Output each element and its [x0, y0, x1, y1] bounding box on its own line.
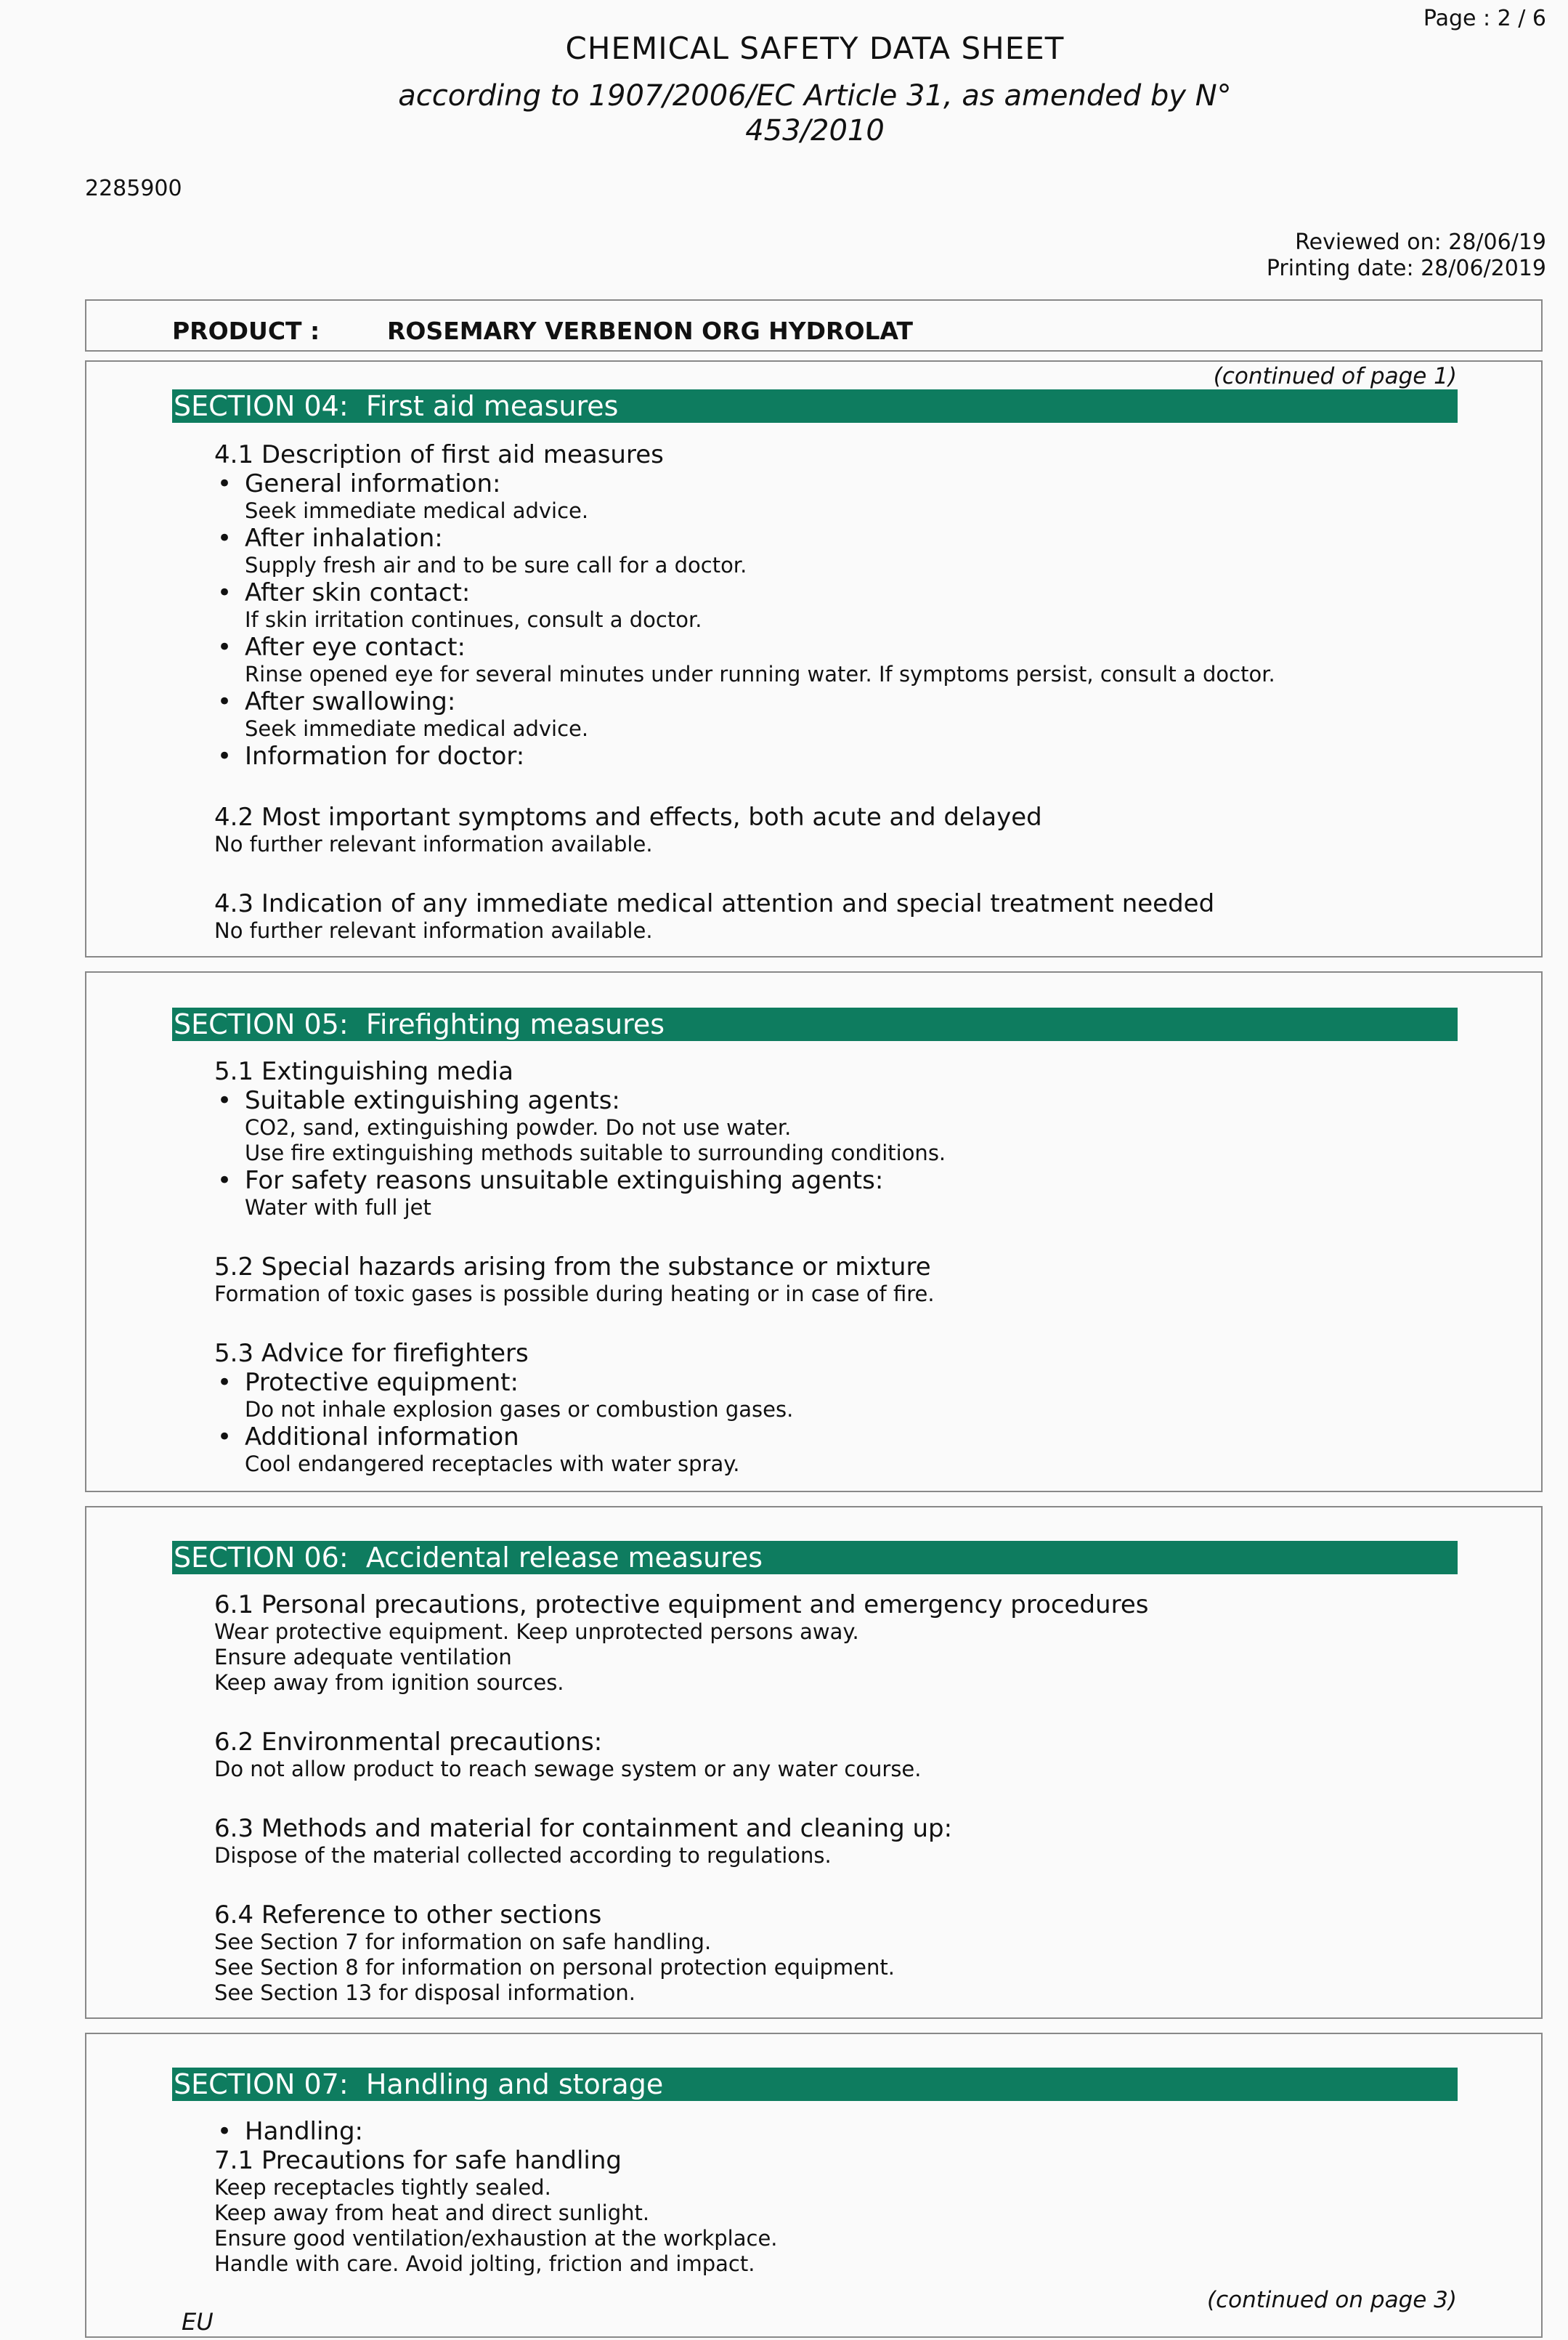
document-title: CHEMICAL SAFETY DATA SHEET [565, 31, 1065, 66]
bullet-after-swallowing: • After swallowing: [214, 687, 1512, 716]
subsection-5-1: 5.1 Extinguishing media [214, 1057, 513, 1086]
section-05-box [85, 971, 1543, 1492]
subsection-6-1-line-3: Keep away from ignition sources. [214, 1670, 564, 1695]
section-05-content [214, 1057, 1512, 1477]
subsection-4-2-text: No further relevant information available. [214, 832, 653, 857]
subsection-6-4-line-2: See Section 8 for information on personal protection equipment. [214, 1955, 895, 1980]
section-04-header: SECTION 04: First aid measures [172, 389, 1458, 423]
subtitle-line-2: 453/2010 [745, 114, 885, 147]
subsection-6-3-text: Dispose of the material collected according to regulations. [214, 1843, 832, 1868]
subsection-6-2: 6.2 Environmental precautions: [214, 1728, 603, 1757]
subsection-7-1: 7.1 Precautions for safe handling [214, 2146, 622, 2175]
printing-date: Printing date: 28/06/2019 [1266, 256, 1546, 281]
suitable-agents-line-1: CO2, sand, extinguishing powder. Do not use water. [245, 1115, 792, 1140]
section-07-header: SECTION 07: Handling and storage [172, 2068, 1458, 2101]
subsection-5-2-text: Formation of toxic gases is possible during heating or in case of fire. [214, 1282, 935, 1306]
bullet-general-info: • General information: [214, 469, 1512, 498]
subsection-7-1-line-1: Keep receptacles tightly sealed. [214, 2175, 551, 2200]
document-id: 2285900 [85, 176, 182, 201]
document-dates [1267, 230, 1546, 282]
bullet-after-inhalation: • After inhalation: [214, 524, 1512, 553]
protective-equipment-text: Do not inhale explosion gases or combustion gases. [245, 1397, 794, 1422]
bullet-info-for-doctor: • Information for doctor: [214, 742, 1512, 771]
subsection-6-3: 6.3 Methods and material for containment and cleaning up: [214, 1814, 953, 1843]
subsection-4-2: 4.2 Most important symptoms and effects, both acute and delayed [214, 803, 1042, 832]
subsection-4-3: 4.3 Indication of any immediate medical attention and special treatment needed [214, 889, 1215, 918]
section-04-content [214, 440, 1512, 944]
subsection-6-1-line-1: Wear protective equipment. Keep unprotected persons away. [214, 1619, 859, 1644]
product-row [172, 317, 913, 345]
product-name: ROSEMARY VERBENON ORG HYDROLAT [387, 317, 914, 345]
skin-contact-text: If skin irritation continues, consult a doctor. [245, 607, 702, 632]
bullet-protective-equipment: • Protective equipment: [214, 1368, 1512, 1397]
suitable-agents-line-2: Use fire extinguishing methods suitable to surrounding conditions. [245, 1141, 946, 1165]
bullet-suitable-agents: • Suitable extinguishing agents: [214, 1086, 1512, 1115]
subsection-4-3-text: No further relevant information available. [214, 918, 653, 943]
subtitle-line-1: according to 1907/2006/EC Article 31, as amended by N° [398, 79, 1232, 113]
subsection-6-1: 6.1 Personal precautions, protective equipment and emergency procedures [214, 1590, 1149, 1619]
swallowing-text: Seek immediate medical advice. [245, 716, 589, 741]
subsection-5-3: 5.3 Advice for firefighters [214, 1339, 529, 1368]
section-06-content [214, 1590, 1512, 2006]
product-box [85, 299, 1543, 352]
subsection-7-1-line-4: Handle with care. Avoid jolting, friction and impact. [214, 2251, 755, 2276]
subsection-4-1: 4.1 Description of first aid measures [214, 440, 664, 469]
section-06-box [85, 1506, 1543, 2019]
subsection-6-1-line-2: Ensure adequate ventilation [214, 1645, 512, 1669]
subsection-7-1-line-3: Ensure good ventilation/exhaustion at the workplace. [214, 2226, 778, 2251]
section-06-header: SECTION 06: Accidental release measures [172, 1541, 1458, 1574]
section-05-header: SECTION 05: Firefighting measures [172, 1008, 1458, 1041]
subsection-5-2: 5.2 Special hazards arising from the substance or mixture [214, 1252, 931, 1282]
section-07-content [214, 2117, 1512, 2277]
footer-region: EU [176, 2308, 219, 2336]
general-info-text: Seek immediate medical advice. [245, 498, 589, 523]
eye-contact-text: Rinse opened eye for several minutes under running water. If symptoms persist, consult a doctor. [245, 662, 1275, 687]
subsection-6-4-line-1: See Section 7 for information on safe handling. [214, 1930, 712, 1954]
additional-info-text: Cool endangered receptacles with water spray. [245, 1452, 740, 1476]
document-subtitle [0, 78, 1568, 148]
subsection-7-1-line-2: Keep away from heat and direct sunlight. [214, 2201, 650, 2225]
continued-on-label: (continued on page 3) [1207, 2287, 1457, 2313]
section-07-box [85, 2033, 1543, 2338]
product-label: PRODUCT : [172, 317, 320, 345]
subsection-6-4: 6.4 Reference to other sections [214, 1900, 602, 1930]
section-04-box [85, 360, 1543, 958]
bullet-unsuitable-agents: • For safety reasons unsuitable extinguishing agents: [214, 1166, 1512, 1195]
bullet-after-skin-contact: • After skin contact: [214, 578, 1512, 607]
subsection-6-2-text: Do not allow product to reach sewage system or any water course. [214, 1757, 922, 1781]
page-number: Page : 2 / 6 [1423, 6, 1546, 31]
continued-from-label: (continued of page 1) [1213, 363, 1457, 389]
bullet-handling: • Handling: [214, 2117, 1512, 2146]
inhalation-text: Supply fresh air and to be sure call for a doctor. [245, 553, 747, 578]
bullet-additional-info: • Additional information [214, 1422, 1512, 1452]
subsection-6-4-line-3: See Section 13 for disposal information. [214, 1980, 635, 2005]
unsuitable-agents-text: Water with full jet [245, 1195, 431, 1220]
bullet-after-eye-contact: • After eye contact: [214, 633, 1512, 662]
reviewed-date: Reviewed on: 28/06/19 [1295, 230, 1546, 255]
